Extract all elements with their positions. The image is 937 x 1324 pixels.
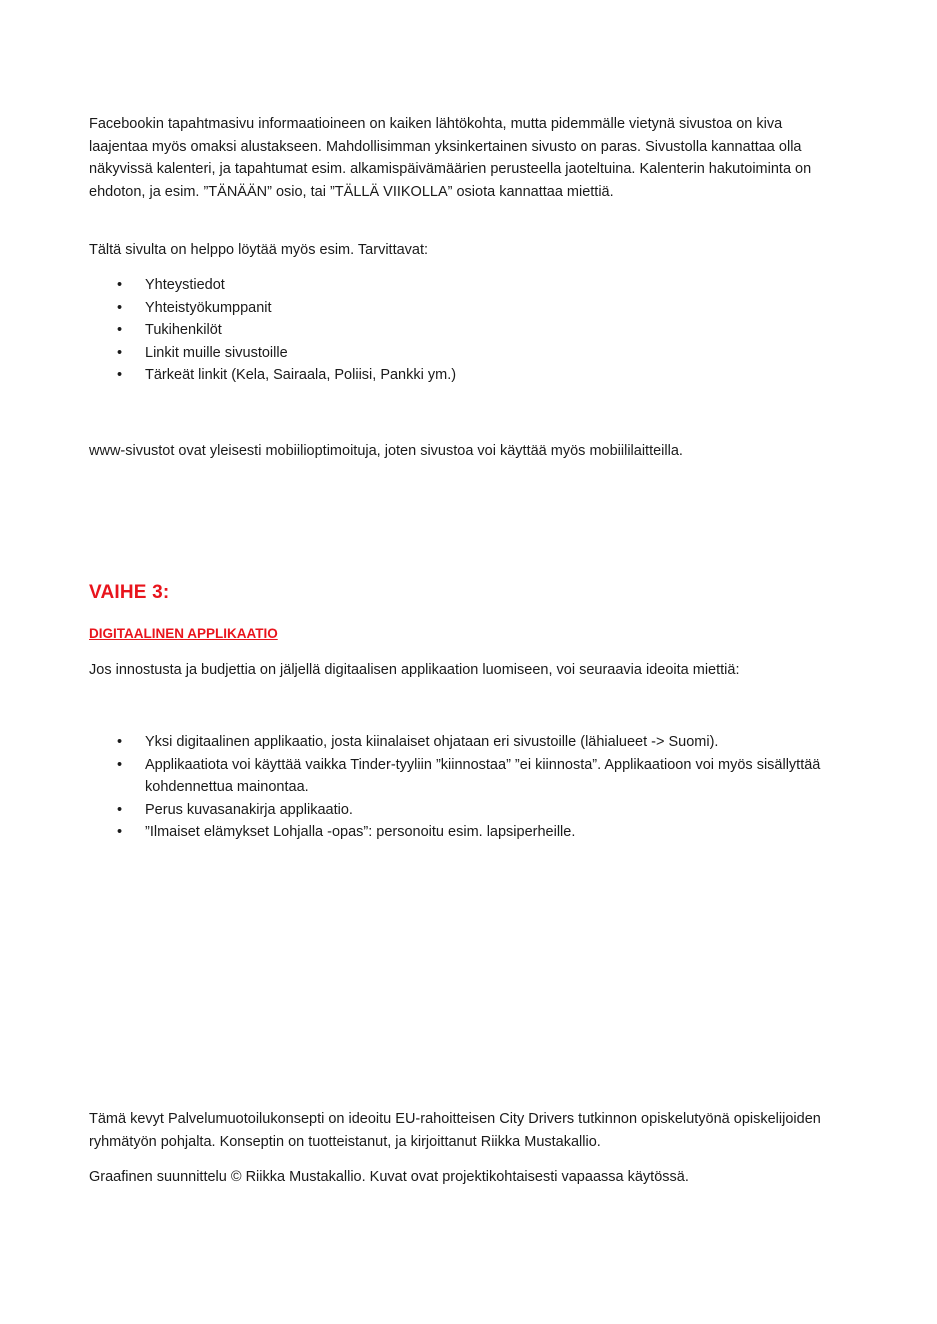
bullet-icon: • xyxy=(117,801,123,818)
design-credit: Graafinen suunnittelu © Riikka Mustakallio. Kuvat ovat projektikohtaisesti vapaassa käytössä. xyxy=(89,1169,689,1185)
list-item: • Yksi digitaalinen applikaatio, josta kiinalaiset ohjataan eri sivustoille (lähialueet -> Suomi). xyxy=(89,731,839,754)
credits-paragraph: Tämä kevyt Palvelumuotoilukonsepti on ideoitu EU-rahoitteisen City Drivers tutkinnon opiskelutyönä opiskelijoiden ryhmätyön pohjalta. Konseptin on tuotteistanut, ja kirjoittanut Riikka Mustakallio. xyxy=(89,1111,821,1150)
mobile-note: www-sivustot ovat yleisesti mobiilioptimoituja, joten sivustoa voi käyttää myös mobiililaitteilla. xyxy=(89,443,683,459)
bullet-icon: • xyxy=(117,322,123,338)
list-item: • Perus kuvasanakirja applikaatio. xyxy=(89,799,839,822)
list-item: • Yhteystiedot xyxy=(89,274,839,297)
bullet-icon: • xyxy=(117,824,123,840)
app-ideas-list xyxy=(89,731,839,844)
list-item: • Tärkeät linkit (Kela, Sairaala, Poliisi, Pankki ym.) xyxy=(89,364,839,387)
list-item: • Yhteistyökumppanit xyxy=(89,297,839,320)
intro-paragraph: Facebookin tapahtmasivu informaatioineen on kaiken lähtökohta, mutta pidemmälle vietynä sivustoa on kiva laajentaa myös omaksi alustakseen. Mahdollisimman yksinkertainen sivusto on paras. Sivustolla kannattaa olla näkyvissä kalenteri, ja tapahtumat esim. alkamispäivämäärien perusteella jaoteltuina. Kalenterin hakutoiminta on ehdoton, ja esim. ”TÄNÄÄN” osio, tai ”TÄLLÄ VIIKOLLA” osiota kannattaa miettiä. xyxy=(89,116,812,200)
list-item: • Applikaatiota voi käyttää vaikka Tinder-tyyliin ”kiinnostaa” ”ei kiinnosta”. Applikaatioon voi myös sisällyttää kohdennettua mainontaa. xyxy=(89,754,839,799)
bullet-icon: • xyxy=(117,734,123,750)
phase-paragraph: Jos innostusta ja budjettia on jäljellä digitaalisen applikaation luomiseen, voi seuraavia ideoita miettiä: xyxy=(89,662,740,678)
list-item: • ”Ilmaiset elämykset Lohjalla -opas”: personoitu esim. lapsiperheille. xyxy=(89,821,839,844)
phase-subheading: DIGITAALINEN APPLIKAATIO xyxy=(89,626,278,641)
bullet-icon: • xyxy=(117,299,123,316)
phase-heading: VAIHE 3: xyxy=(89,582,170,603)
bullet-icon: • xyxy=(117,344,123,361)
bullet-icon: • xyxy=(117,756,123,773)
list-item: • Tukihenkilöt xyxy=(89,319,839,342)
needs-list xyxy=(89,274,839,387)
bullet-icon: • xyxy=(117,367,123,383)
list-intro: Tältä sivulta on helppo löytää myös esim. Tarvittavat: xyxy=(89,242,429,258)
bullet-icon: • xyxy=(117,277,123,293)
list-item: • Linkit muille sivustoille xyxy=(89,342,839,365)
